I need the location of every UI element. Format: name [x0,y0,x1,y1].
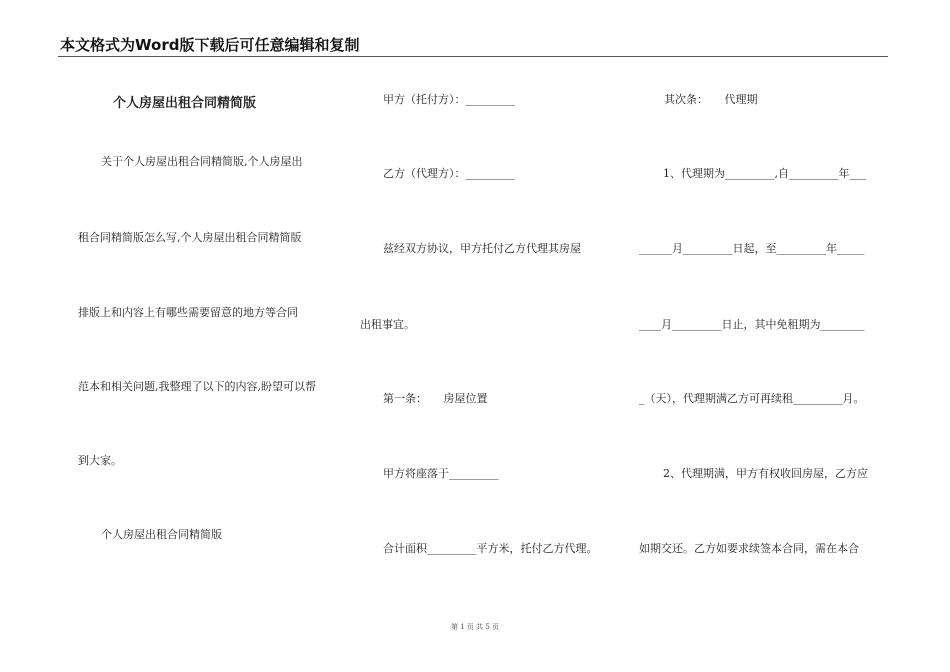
header-divider [58,56,888,57]
text-line: 租合同精简版怎么写,个人房屋出租合同精简版 [78,231,302,244]
text-line: 1、代理期为_________,自_________年___ [663,167,866,180]
header-title: 本文格式为Word版下载后可任意编辑和复制 [60,36,360,54]
party-b-line: 乙方（代理方）：_________ [383,167,515,180]
text-line: ____月_________日止，其中免租期为________ [639,318,865,331]
section-heading: 个人房屋出租合同精简版 [101,528,222,541]
party-a-line: 甲方（托付方）：_________ [383,93,515,106]
text-line: ______月_________日起，至_________年_____ [639,242,865,255]
text-line: 合计面积_________平方米，托付乙方代理。 [383,542,598,555]
article-heading: 其次条： 代理期 [664,93,758,106]
text-line: 甲方将座落于_________ [383,467,499,480]
text-line: 关于个人房屋出租合同精简版,个人房屋出 [101,155,303,168]
page-footer: 第 1 页 共 5 页 [450,623,500,631]
document-title: 个人房屋出租合同精简版 [113,96,257,111]
text-line: 兹经双方协议，甲方托付乙方代理其房屋 [383,242,581,255]
text-line: 范本和相关问题,我整理了以下的内容,盼望可以帮 [78,380,316,393]
text-line: 出租事宜。 [360,318,415,331]
text-line: 2、代理期满，甲方有权收回房屋，乙方应 [663,467,868,480]
article-heading: 第一条： 房屋位置 [383,392,488,405]
text-line: 如期交还。乙方如要求续签本合同，需在本合 [639,542,859,555]
text-line: _（天），代理期满乙方可再续租_________月。 [639,392,865,405]
text-line: 排版上和内容上有哪些需要留意的地方等合同 [78,306,298,319]
text-line: 到大家。 [78,454,122,467]
